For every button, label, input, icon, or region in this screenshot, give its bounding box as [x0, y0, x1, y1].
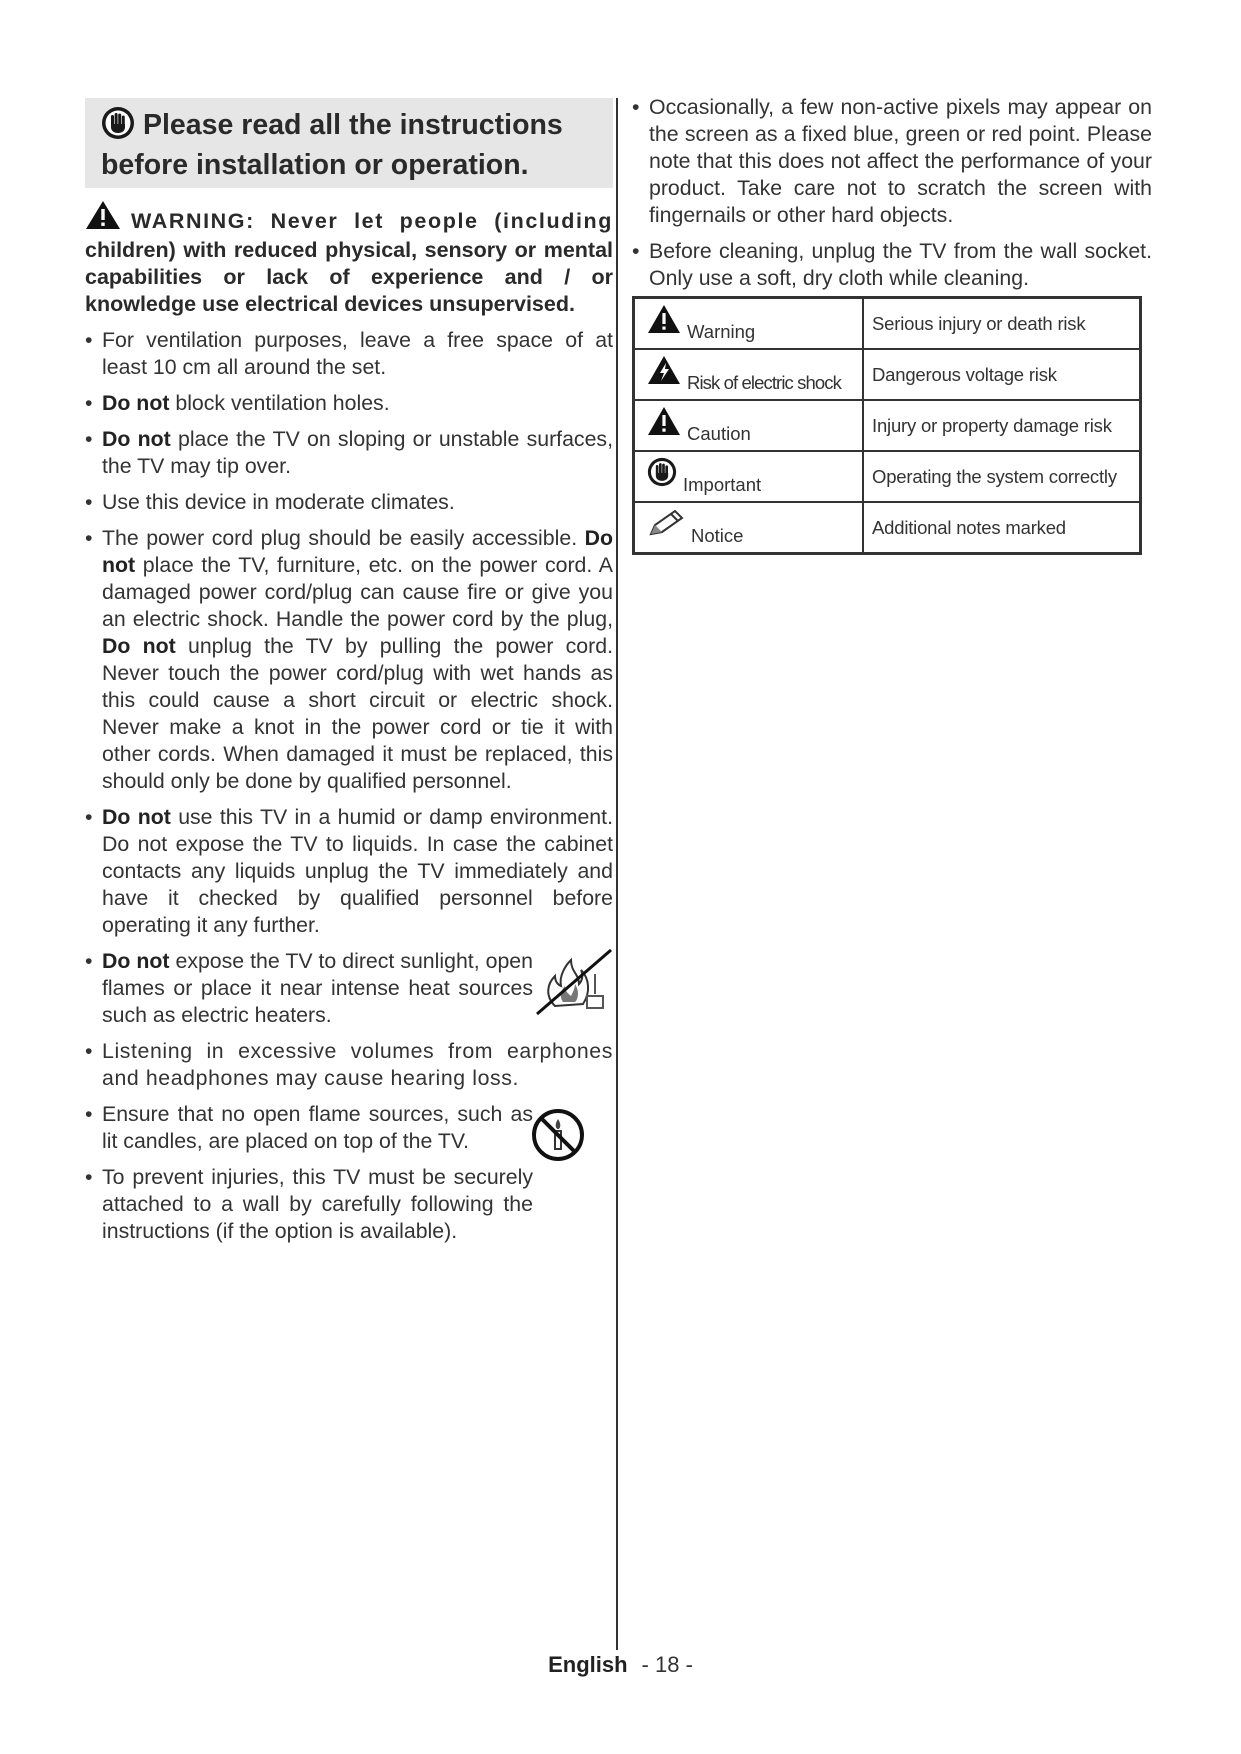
electric-shock-icon — [647, 355, 681, 390]
list-item — [85, 1101, 613, 1155]
footer-language: English — [548, 1652, 628, 1677]
table-row — [634, 298, 1141, 350]
warning-paragraph — [85, 200, 613, 318]
humid-text: use this TV in a humid or damp environment. Do not expose the TV to liquids. In case the cabinet contacts any liquids unplug the TV immediately and have it checked by qualified personnel before operating it any further. — [102, 805, 613, 937]
cleaning-text: Before cleaning, unplug the TV from the wall socket. Only use a soft, dry cloth while cleaning. — [649, 239, 1152, 290]
sloping-text: place the TV on sloping or unstable surfaces, the TV may tip over. — [102, 427, 613, 478]
table-row — [634, 400, 1141, 451]
volume-text: Listening in excessive volumes from earphones and headphones may cause hearing loss. — [102, 1039, 613, 1090]
wall-text: To prevent injuries, this TV must be securely attached to a wall by carefully following the instructions (if the option is available). — [102, 1165, 533, 1243]
pencil-icon — [647, 508, 685, 543]
right-column — [632, 94, 1152, 301]
legend-symbol-label: Risk of electric shock — [687, 372, 841, 393]
list-item — [632, 238, 1152, 292]
legend-meaning: Injury or property damage risk — [863, 400, 1141, 451]
warning-triangle-icon — [647, 304, 681, 339]
legend-symbol-label: Caution — [687, 423, 751, 444]
do-not-label: Do not — [102, 391, 170, 415]
climate-text: Use this device in moderate climates. — [102, 490, 455, 514]
do-not-label: Do not — [102, 427, 171, 451]
legend-symbol-cell — [634, 400, 864, 451]
pixels-text: Occasionally, a few non-active pixels may appear on the screen as a fixed blue, green or red point. Please note that this does not affect the performance of your product. Take care not to scratch the screen with fingernails or other hard objects. — [649, 95, 1152, 227]
flame-text: Ensure that no open flame sources, such as lit candles, are placed on top of the TV. — [102, 1102, 533, 1153]
legend-symbol-cell — [634, 451, 864, 502]
block-vent-text: block ventilation holes. — [175, 391, 390, 415]
legend-symbol-label: Warning — [687, 321, 756, 342]
do-not-label: Do not — [102, 526, 613, 577]
list-item — [85, 327, 613, 381]
safety-list — [85, 327, 613, 1245]
cord-text-a: The power cord plug should be easily accessible. — [102, 526, 578, 550]
header-line-1: Please read all the instructions — [143, 109, 563, 141]
list-item — [85, 948, 613, 1029]
legend-symbol-cell — [634, 349, 864, 400]
header-line-2: before installation or operation. — [101, 149, 529, 181]
list-item — [85, 426, 613, 480]
table-row — [634, 502, 1141, 554]
legend-symbol-label: Important — [683, 474, 762, 495]
hand-stop-icon — [647, 457, 677, 492]
legend-meaning: Dangerous voltage risk — [863, 349, 1141, 400]
do-not-label: Do not — [102, 805, 171, 829]
table-row — [634, 349, 1141, 400]
caution-triangle-icon — [647, 406, 681, 441]
list-item — [85, 489, 613, 516]
cord-text-c: unplug the TV by pulling the power cord. Never touch the power cord/plug with wet hands as this could cause a short circuit or electric shock. Never make a knot in the power cord or tie it with other cords. When damaged it must be replaced, this should only be done by qualified personnel. — [102, 634, 613, 793]
no-heat-flame-icon — [535, 948, 613, 1023]
sunlight-text: expose the TV to direct sunlight, open flames or place it near intense heat sources such as electric heaters. — [102, 949, 533, 1027]
list-item — [632, 94, 1152, 229]
list-item — [85, 1038, 613, 1092]
legend-symbol-cell — [634, 298, 864, 350]
page-footer — [0, 1652, 1241, 1678]
column-divider — [616, 98, 618, 1650]
table-row — [634, 451, 1141, 502]
list-item — [85, 525, 613, 795]
list-item — [85, 804, 613, 939]
left-column — [85, 98, 613, 1254]
legend-symbol-cell — [634, 502, 864, 554]
warning-label: WARNING: — [131, 209, 255, 233]
cord-text-b: place the TV, furniture, etc. on the power cord. A damaged power cord/plug can cause fire or give you an electric shock. Handle the power cord by the plug, — [102, 553, 613, 631]
warning-text-rest: children) with reduced physical, sensory or mental capabilities or lack of experience and / or knowledge use electrical devices unsupervised. — [85, 238, 613, 316]
list-item — [85, 1164, 613, 1245]
list-item — [85, 390, 613, 417]
ventilation-text: For ventilation purposes, leave a free space of at least 10 cm all around the set. — [102, 328, 613, 379]
right-list — [632, 94, 1152, 292]
do-not-label: Do not — [102, 949, 170, 973]
no-candle-icon — [530, 1107, 586, 1170]
page-number: - 18 - — [641, 1652, 693, 1677]
hand-stop-icon — [101, 106, 135, 148]
instructions-header — [85, 98, 613, 188]
legend-meaning: Serious injury or death risk — [863, 298, 1141, 350]
do-not-label: Do not — [102, 634, 176, 658]
legend-symbol-label: Notice — [691, 525, 744, 546]
warning-text-line1: Never let people (including — [270, 209, 613, 233]
legend-meaning: Additional notes marked — [863, 502, 1141, 554]
warning-triangle-icon — [85, 200, 121, 237]
legend-meaning: Operating the system correctly — [863, 451, 1141, 502]
symbol-legend-table — [632, 296, 1142, 555]
